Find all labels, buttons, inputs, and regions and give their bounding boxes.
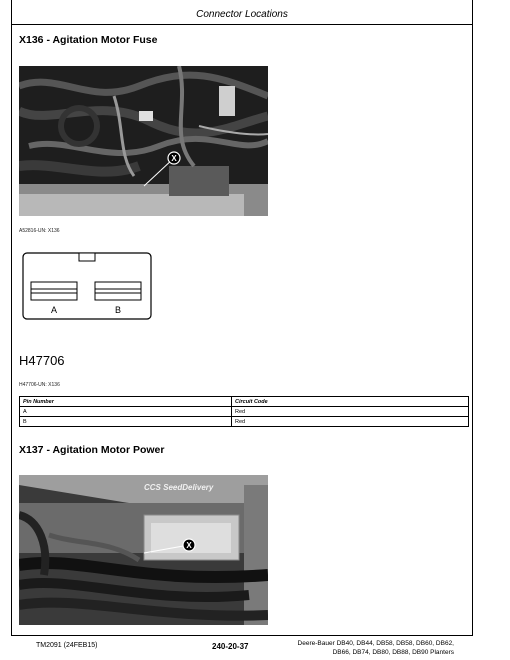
table-row	[20, 407, 469, 417]
circuit-code-cell: Red	[232, 407, 469, 417]
footer-doc-id: TM2091 (24FEB15)	[36, 642, 98, 649]
page-frame-left	[11, 0, 12, 635]
circuit-code-cell: Red	[232, 417, 469, 427]
footer-page-number: 240-20-37	[212, 642, 249, 651]
photo-x136	[19, 66, 268, 216]
connector-pin-b-label: B	[114, 305, 122, 315]
page-frame-right	[472, 0, 473, 635]
photo-brand-text: CCS SeedDelivery	[144, 483, 214, 492]
footer-model-line-2: DB66, DB74, DB80, DB88, DB90 Planters	[332, 649, 454, 656]
photo-caption-x136: A52816-UN: X136	[19, 228, 60, 234]
pin-table	[19, 396, 469, 427]
pin-table-header-circuit: Circuit Code	[232, 397, 469, 407]
pin-table-header-pin: Pin Number	[20, 397, 232, 407]
photo-x137	[19, 475, 268, 625]
connector-diagram	[22, 252, 152, 320]
footer-model-list	[298, 639, 454, 657]
harness-id: H47706	[19, 353, 65, 368]
header-divider	[11, 24, 473, 25]
harness-caption: H47706-UN: X136	[19, 382, 60, 388]
pin-number-cell: A	[20, 407, 232, 417]
connector-pin-a-label: A	[50, 305, 58, 315]
footer-divider	[11, 635, 473, 636]
callout-label-x136: X	[171, 154, 177, 163]
section-title-x136: X136 - Agitation Motor Fuse	[19, 34, 158, 46]
section-title-x137: X137 - Agitation Motor Power	[19, 444, 165, 456]
pin-table-header-row	[20, 397, 469, 407]
table-row	[20, 417, 469, 427]
pin-number-cell: B	[20, 417, 232, 427]
callout-label-x137: X	[186, 541, 192, 550]
page-header-title: Connector Locations	[196, 9, 288, 20]
footer-model-line-1: Deere-Bauer DB40, DB44, DB58, DB58, DB60, DB62,	[297, 640, 454, 647]
